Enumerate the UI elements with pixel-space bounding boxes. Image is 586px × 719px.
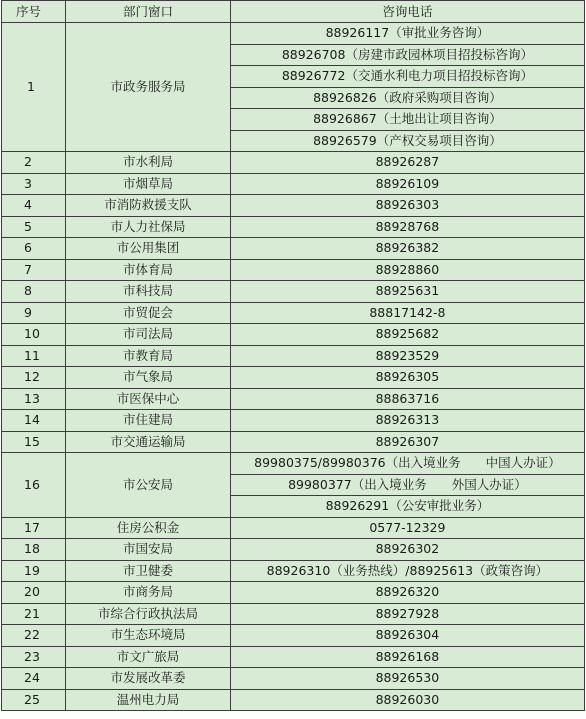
row-department: 市医保中心 (66, 388, 231, 410)
header-department: 部门窗口 (66, 1, 231, 23)
table-row (2, 689, 585, 711)
row-index: 8 (2, 281, 66, 303)
row-index: 13 (2, 388, 66, 410)
row-phone: 88926867（土地出让项目咨询） (230, 109, 584, 131)
row-phone: 88926302 (230, 539, 584, 561)
row-phone: 88928860 (230, 259, 584, 281)
row-phone: 88926117（审批业务咨询） (230, 23, 584, 45)
row-department: 市住建局 (66, 410, 231, 432)
row-department: 市水利局 (66, 152, 231, 174)
row-index: 20 (2, 582, 66, 604)
table-row (2, 152, 585, 174)
table-row (2, 195, 585, 217)
table-row (2, 324, 585, 346)
row-department: 住房公积金 (66, 517, 231, 539)
row-department: 市文广旅局 (66, 646, 231, 668)
row-index: 17 (2, 517, 66, 539)
row-phone: 88925631 (230, 281, 584, 303)
table-row (2, 259, 585, 281)
row-index: 12 (2, 367, 66, 389)
table-row (2, 216, 585, 238)
row-index: 1 (2, 23, 66, 152)
row-department: 市贸促会 (66, 302, 231, 324)
row-index: 23 (2, 646, 66, 668)
table-row (2, 367, 585, 389)
row-phone: 88926168 (230, 646, 584, 668)
row-department: 市司法局 (66, 324, 231, 346)
row-phone: 88863716 (230, 388, 584, 410)
row-index: 19 (2, 560, 66, 582)
row-department: 市体育局 (66, 259, 231, 281)
row-department: 市教育局 (66, 345, 231, 367)
table-row (2, 388, 585, 410)
table-row (2, 173, 585, 195)
table-row (2, 517, 585, 539)
row-department: 市发展改革委 (66, 668, 231, 690)
table-row (2, 302, 585, 324)
consultation-phone-table (1, 0, 585, 711)
table-row (2, 582, 585, 604)
table-row (2, 410, 585, 432)
row-phone: 88926310（业务热线）/88925613（政策咨询） (230, 560, 584, 582)
row-phone: 0577-12329 (230, 517, 584, 539)
table-row (2, 238, 585, 260)
row-index: 3 (2, 173, 66, 195)
row-phone: 88926579（产权交易项目咨询） (230, 130, 584, 152)
row-index: 7 (2, 259, 66, 281)
row-index: 11 (2, 345, 66, 367)
row-phone: 88923529 (230, 345, 584, 367)
row-index: 16 (2, 453, 66, 518)
table-row (2, 23, 585, 45)
table-row (2, 646, 585, 668)
row-phone: 88926291（公安审批业务） (230, 496, 584, 518)
row-department: 市消防救援支队 (66, 195, 231, 217)
row-phone: 88926307 (230, 431, 584, 453)
header-index: 序号 (2, 1, 66, 23)
row-phone: 88926303 (230, 195, 584, 217)
row-phone: 88926313 (230, 410, 584, 432)
row-phone: 88817142-8 (230, 302, 584, 324)
row-index: 9 (2, 302, 66, 324)
row-phone: 89980375/89980376（出入境业务 中国人办证） (230, 453, 584, 475)
row-index: 6 (2, 238, 66, 260)
table-row (2, 281, 585, 303)
row-phone: 88926320 (230, 582, 584, 604)
header-phone: 咨询电话 (230, 1, 584, 23)
row-department: 市综合行政执法局 (66, 603, 231, 625)
row-phone: 89980377（出入境业务 外国人办证） (230, 474, 584, 496)
row-index: 18 (2, 539, 66, 561)
row-phone: 88926304 (230, 625, 584, 647)
row-index: 24 (2, 668, 66, 690)
row-phone: 88927928 (230, 603, 584, 625)
row-department: 市公安局 (66, 453, 231, 518)
row-phone: 88926109 (230, 173, 584, 195)
row-department: 市烟草局 (66, 173, 231, 195)
row-index: 10 (2, 324, 66, 346)
row-department: 温州电力局 (66, 689, 231, 711)
row-phone: 88926708（房建市政园林项目招投标咨询） (230, 44, 584, 66)
row-phone: 88926772（交通水利电力项目招投标咨询） (230, 66, 584, 88)
row-department: 市科技局 (66, 281, 231, 303)
row-department: 市政务服务局 (66, 23, 231, 152)
row-department: 市交通运输局 (66, 431, 231, 453)
row-phone: 88926382 (230, 238, 584, 260)
row-index: 2 (2, 152, 66, 174)
row-index: 4 (2, 195, 66, 217)
row-phone: 88926287 (230, 152, 584, 174)
row-phone: 88926530 (230, 668, 584, 690)
row-index: 25 (2, 689, 66, 711)
row-index: 21 (2, 603, 66, 625)
table-row (2, 345, 585, 367)
table-row (2, 539, 585, 561)
row-department: 市商务局 (66, 582, 231, 604)
row-index: 22 (2, 625, 66, 647)
row-department: 市卫健委 (66, 560, 231, 582)
row-phone: 88925682 (230, 324, 584, 346)
table-row (2, 431, 585, 453)
row-index: 5 (2, 216, 66, 238)
row-department: 市人力社保局 (66, 216, 231, 238)
row-phone: 88926030 (230, 689, 584, 711)
table-row (2, 625, 585, 647)
table-row (2, 560, 585, 582)
row-phone: 88928768 (230, 216, 584, 238)
row-index: 15 (2, 431, 66, 453)
row-phone: 88926305 (230, 367, 584, 389)
row-phone: 88926826（政府采购项目咨询） (230, 87, 584, 109)
row-department: 市公用集团 (66, 238, 231, 260)
row-index: 14 (2, 410, 66, 432)
table-row (2, 668, 585, 690)
table-header-row (2, 1, 585, 23)
row-department: 市生态环境局 (66, 625, 231, 647)
row-department: 市气象局 (66, 367, 231, 389)
row-department: 市国安局 (66, 539, 231, 561)
table-row (2, 453, 585, 475)
table-row (2, 603, 585, 625)
